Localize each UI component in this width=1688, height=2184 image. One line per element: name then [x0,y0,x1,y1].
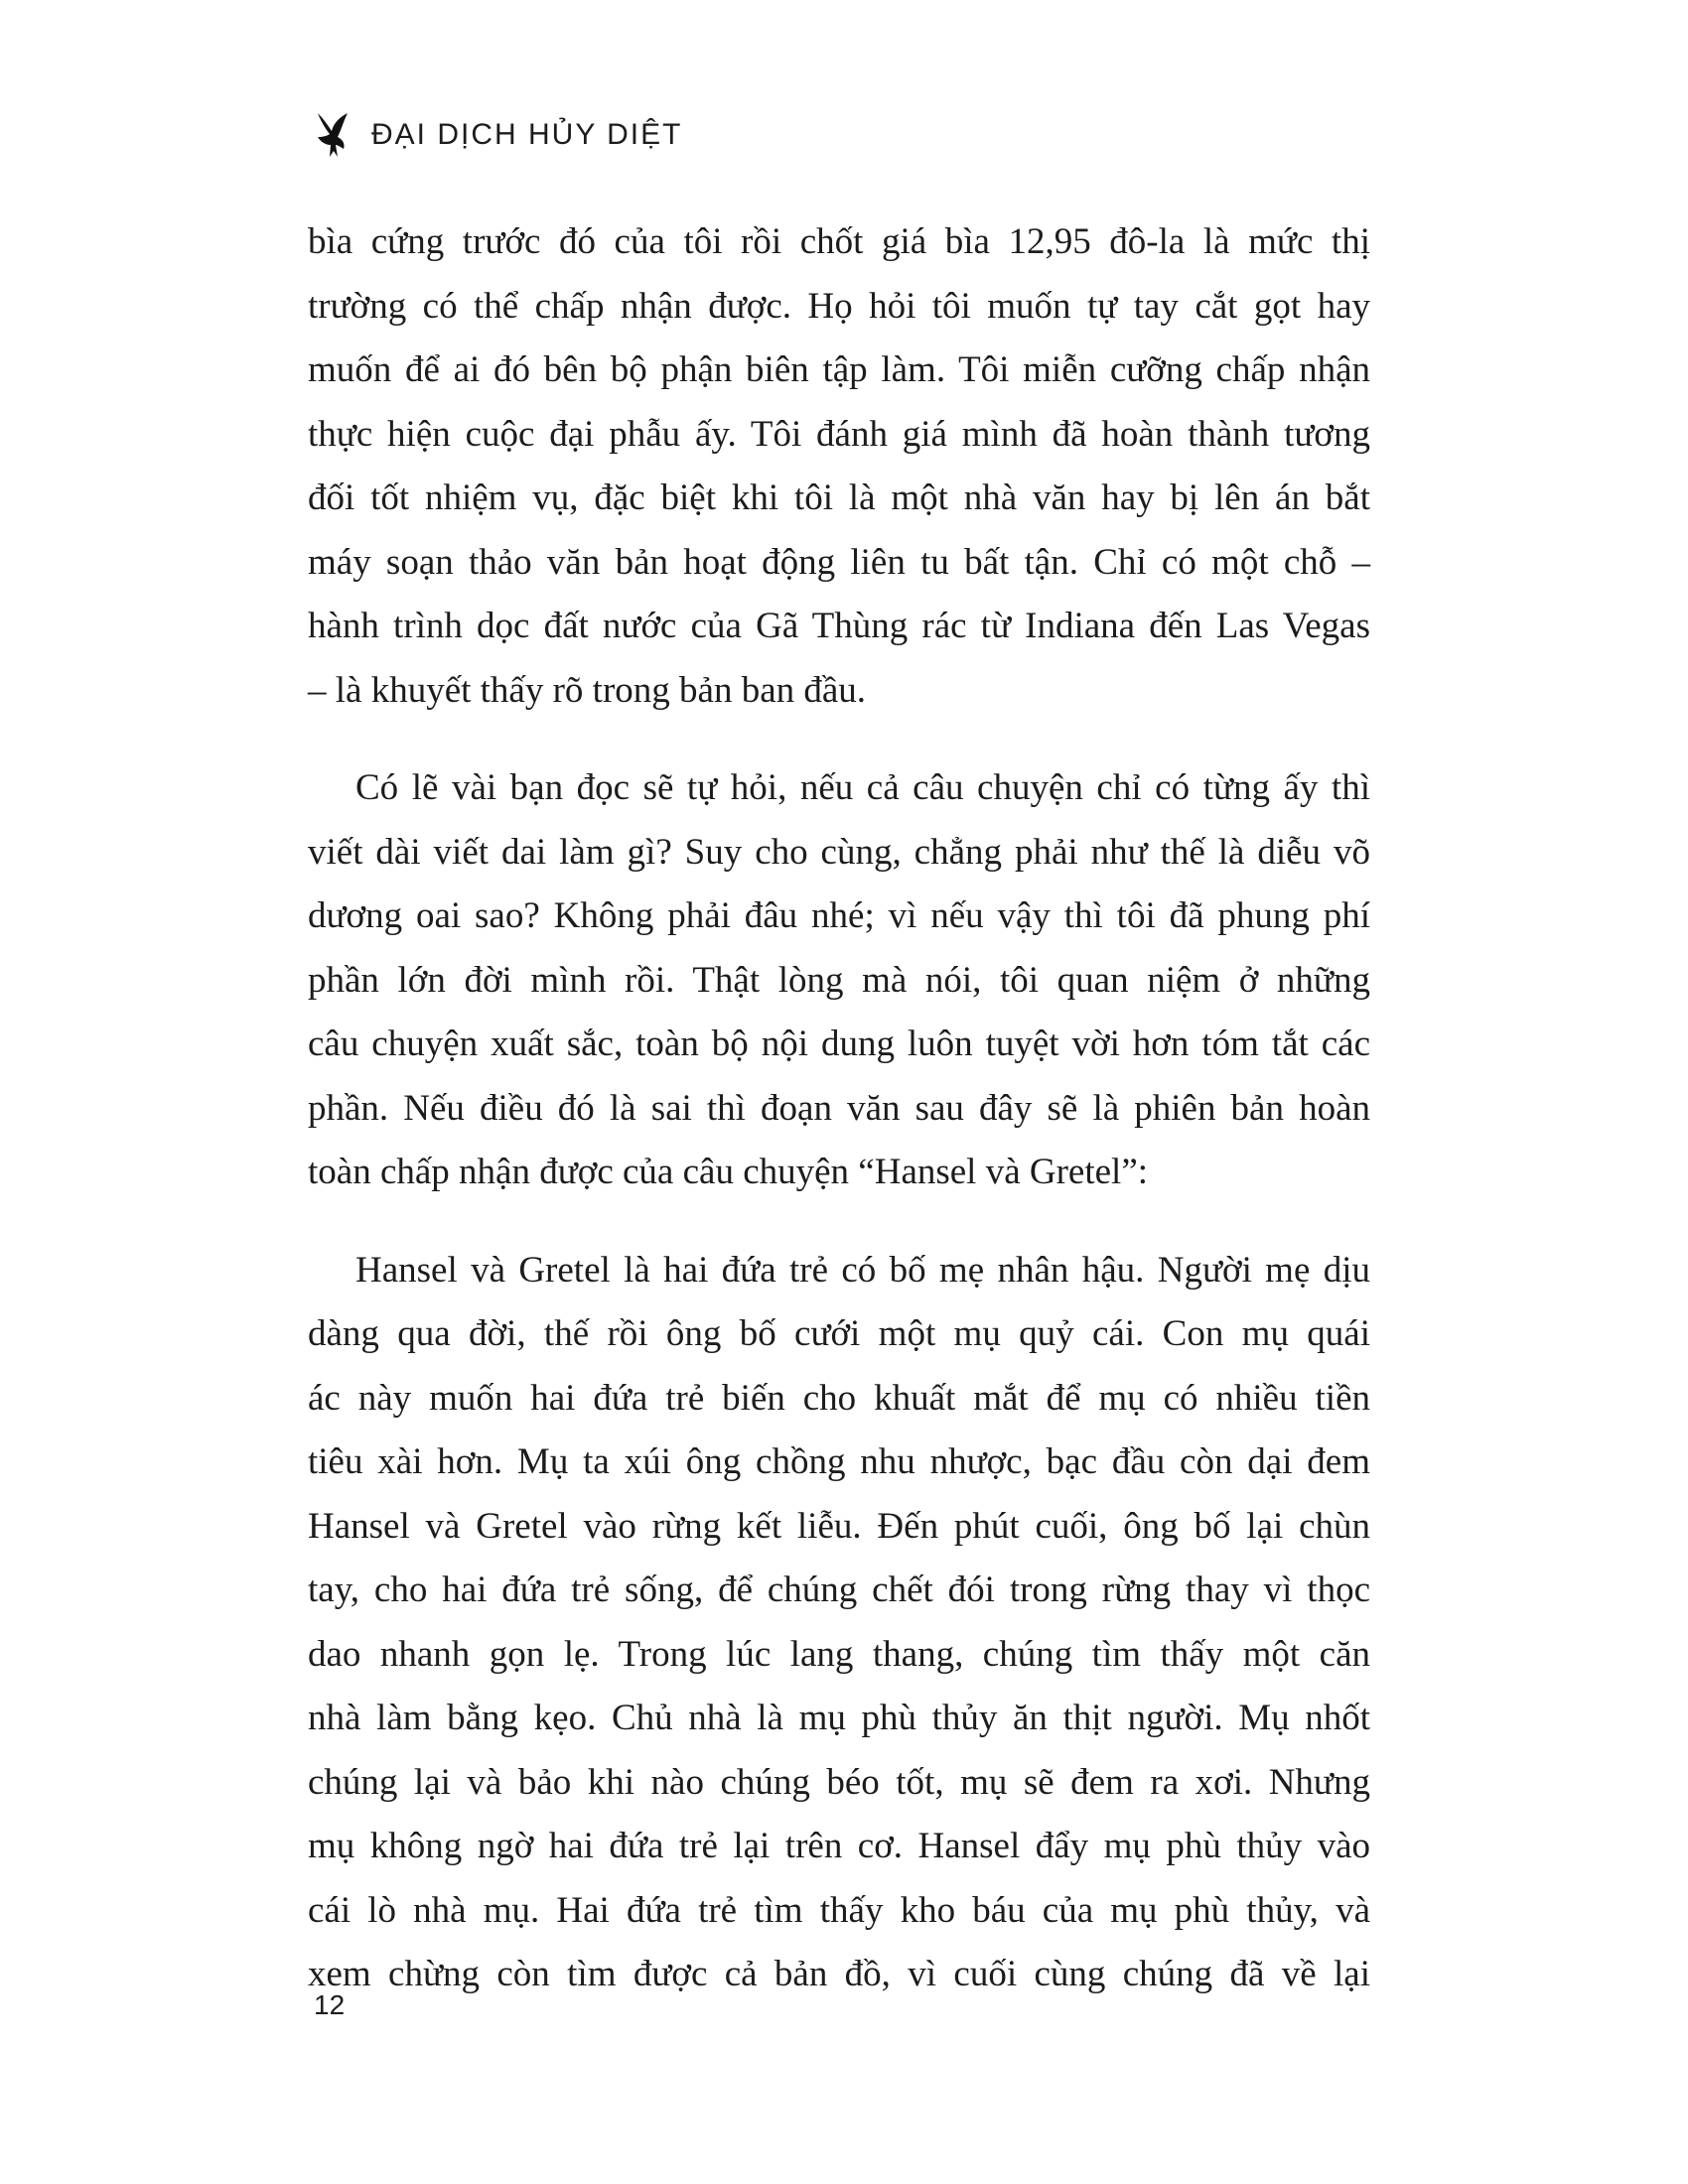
text-line: phần lớn đời mình rồi. Thật lòng mà nói, tôi quan niệm ở những [308,959,1370,1001]
text-line: bìa cứng trước đó của tôi rồi chốt giá bìa 12,95 đô-la là mức thị [308,221,1370,262]
text-line: dương oai sao? Không phải đâu nhé; vì nếu vậy thì tôi đã phung phí [308,895,1370,936]
text-line: Hansel và Gretel vào rừng kết liễu. Đến phút cuối, ông bố lại chùn [308,1505,1370,1547]
paragraph-1 [308,210,1370,723]
text-line: cái lò nhà mụ. Hai đứa trẻ tìm thấy kho báu của mụ phù thủy, và [308,1889,1370,1931]
text-line: thực hiện cuộc đại phẫu ấy. Tôi đánh giá mình đã hoàn thành tương [308,413,1370,455]
page-number: 12 [314,1989,346,2020]
text-line: máy soạn thảo văn bản hoạt động liên tu bất tận. Chỉ có một chỗ – [308,541,1370,583]
text-line: phần. Nếu điều đó là sai thì đoạn văn sau đây sẽ là phiên bản hoàn [308,1087,1370,1129]
text-line: muốn để ai đó bên bộ phận biên tập làm. Tôi miễn cưỡng chấp nhận [308,349,1370,390]
running-head-title: ĐẠI DỊCH HỦY DIỆT [371,118,683,151]
text-line: ác này muốn hai đứa trẻ biến cho khuất mắt để mụ có nhiều tiền [308,1377,1370,1419]
text-line: xem chừng còn tìm được cả bản đồ, vì cuối cùng chúng đã về lại [308,1954,1370,1994]
text-line: mụ không ngờ hai đứa trẻ lại trên cơ. Hansel đẩy mụ phù thủy vào [308,1826,1370,1866]
text-line: đối tốt nhiệm vụ, đặc biệt khi tôi là một nhà văn hay bị lên án bắt [308,478,1370,518]
text-line: câu chuyện xuất sắc, toàn bộ nội dung luôn tuyệt vời hơn tóm tắt các [308,1024,1370,1064]
paragraph-3 [308,1239,1370,2007]
running-head [314,109,682,161]
text-line: tay, cho hai đứa trẻ sống, để chúng chết đói trong rừng thay vì thọc [308,1570,1370,1610]
text-line: – là khuyết thấy rõ trong bản ban đầu. [308,669,867,711]
text-line: Hansel và Gretel là hai đứa trẻ có bố mẹ nhân hậu. Người mẹ dịu [355,1249,1370,1291]
text-line: nhà làm bằng kẹo. Chủ nhà là mụ phù thủy ăn thịt người. Mụ nhốt [308,1698,1370,1738]
text-line: hành trình dọc đất nước của Gã Thùng rác từ Indiana đến Las Vegas [308,606,1370,646]
bird-icon [314,109,353,161]
text-line: chúng lại và bảo khi nào chúng béo tốt, mụ sẽ đem ra xơi. Nhưng [308,1761,1370,1803]
text-line: toàn chấp nhận được của câu chuyện “Hansel và Gretel”: [308,1152,1149,1192]
text-line: dàng qua đời, thế rồi ông bố cưới một mụ quỷ cái. Con mụ quái [308,1313,1370,1354]
text-line: tiêu xài hơn. Mụ ta xúi ông chồng nhu nhược, bạc đầu còn dại đem [308,1441,1370,1482]
paragraph-2 [308,756,1370,1205]
text-line: viết dài viết dai làm gì? Suy cho cùng, chẳng phải như thế là diễu võ [308,831,1370,873]
text-line: Có lẽ vài bạn đọc sẽ tự hỏi, nếu cả câu chuyện chỉ có từng ấy thì [355,767,1370,808]
text-line: dao nhanh gọn lẹ. Trong lúc lang thang, chúng tìm thấy một căn [308,1633,1370,1675]
text-line: trường có thể chấp nhận được. Họ hỏi tôi muốn tự tay cắt gọt hay [308,285,1370,327]
body-text [308,210,1370,2007]
